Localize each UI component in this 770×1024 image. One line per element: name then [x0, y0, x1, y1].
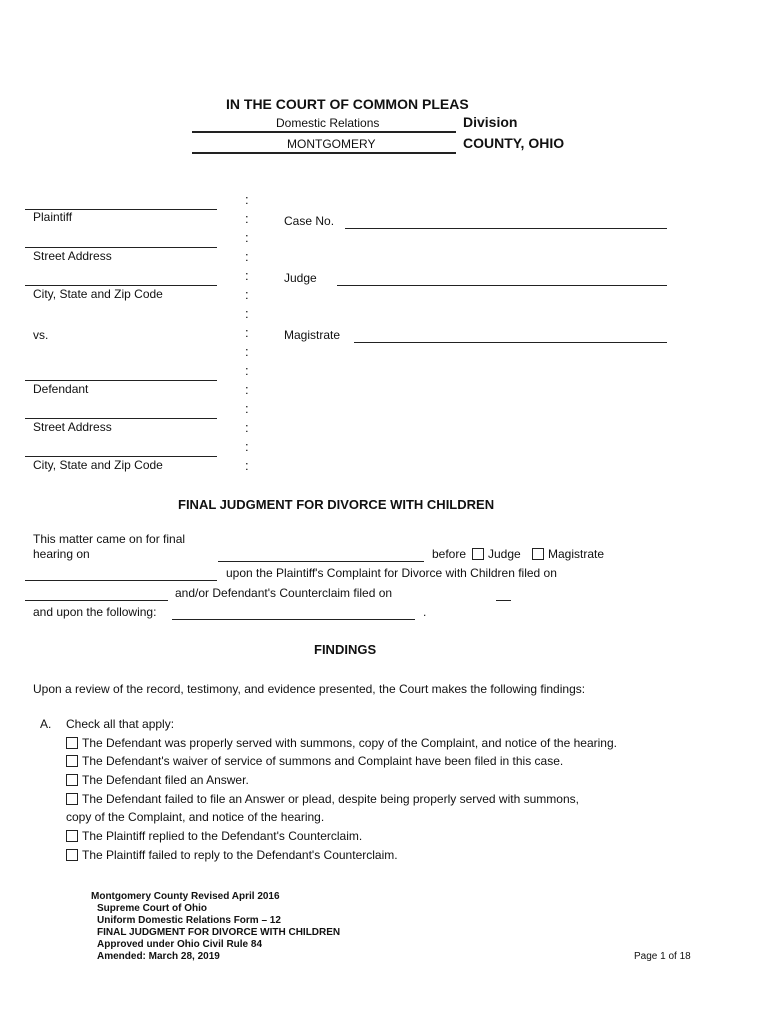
caption-colon: :: [245, 287, 249, 302]
following-period: .: [423, 605, 427, 619]
findings-intro: Upon a review of the record, testimony, and evidence presented, the Court makes the following findings:: [33, 682, 586, 696]
caption-colon: :: [245, 211, 249, 226]
county-label: COUNTY, OHIO: [463, 135, 565, 151]
defendant-city-label: City, State and Zip Code: [33, 458, 163, 472]
finding-checkbox[interactable]: [66, 755, 78, 767]
judge-option-label: Judge: [488, 547, 521, 561]
plaintiff-label: Plaintiff: [33, 210, 73, 224]
finding-option[interactable]: [66, 848, 398, 862]
division-line: [192, 131, 456, 133]
defendant-line[interactable]: [25, 380, 217, 381]
footer-line: Uniform Domestic Relations Form – 12: [97, 915, 281, 926]
caption-colon: :: [245, 363, 249, 378]
finding-option-continued: copy of the Complaint, and notice of the hearing.: [66, 810, 325, 824]
findings-heading: FINDINGS: [314, 642, 377, 657]
case-no-label: Case No.: [284, 214, 335, 228]
section-label: Check all that apply:: [66, 717, 175, 731]
defendant-street-label: Street Address: [33, 420, 112, 434]
following-line[interactable]: [172, 619, 415, 620]
complaint-text: upon the Plaintiff's Complaint for Divorce with Children filed on: [226, 566, 557, 580]
finding-option-label: The Plaintiff replied to the Defendant's Counterclaim.: [82, 829, 363, 843]
county-line: [192, 152, 456, 154]
footer-block: [91, 891, 340, 963]
footer-line: Approved under Ohio Civil Rule 84: [97, 939, 263, 950]
defendant-city-line[interactable]: [25, 456, 217, 457]
magistrate-label: Magistrate: [284, 328, 341, 342]
finding-option[interactable]: [66, 773, 249, 787]
finding-option[interactable]: [66, 736, 617, 750]
section-letter: A.: [40, 717, 52, 731]
division-name: Domestic Relations: [276, 116, 380, 130]
county-name: MONTGOMERY: [287, 137, 376, 151]
plaintiff-city-label: City, State and Zip Code: [33, 287, 163, 301]
before-label: before: [432, 547, 467, 561]
plaintiff-city-line[interactable]: [25, 285, 217, 286]
footer-line: Amended: March 28, 2019: [97, 951, 220, 962]
vs-label: vs.: [33, 328, 49, 342]
hearing-date-line[interactable]: [218, 561, 424, 562]
finding-option-label: The Plaintiff failed to reply to the Defendant's Counterclaim.: [82, 848, 398, 862]
document-title: FINAL JUDGMENT FOR DIVORCE WITH CHILDREN: [178, 497, 495, 512]
finding-checkbox[interactable]: [66, 849, 78, 861]
finding-option-label: The Defendant filed an Answer.: [82, 773, 249, 787]
counterclaim-date-line[interactable]: [496, 600, 511, 601]
caption-colon: :: [245, 344, 249, 359]
footer-line: FINAL JUDGMENT FOR DIVORCE WITH CHILDREN: [97, 927, 341, 938]
finding-option[interactable]: [66, 792, 579, 806]
finding-option[interactable]: [66, 829, 362, 843]
caption-colon: :: [245, 382, 249, 397]
counterclaim-text: and/or Defendant's Counterclaim filed on: [175, 586, 393, 600]
magistrate-checkbox[interactable]: [532, 548, 544, 560]
caption-colon: :: [245, 268, 249, 283]
court-title: IN THE COURT OF COMMON PLEAS: [226, 96, 469, 112]
finding-checkbox[interactable]: [66, 737, 78, 749]
division-label: Division: [463, 114, 518, 130]
finding-option-label: The Defendant was properly served with summons, copy of the Complaint, and notice of the hearing.: [82, 736, 617, 750]
judge-option[interactable]: [472, 547, 521, 561]
caption-colon: :: [245, 325, 249, 340]
footer-line: Supreme Court of Ohio: [97, 903, 207, 914]
caption-colon: :: [245, 401, 249, 416]
finding-checkbox[interactable]: [66, 830, 78, 842]
judge-label: Judge: [284, 271, 317, 285]
hearing-text-1: This matter came on for final: [33, 532, 186, 546]
case-no-line[interactable]: [345, 228, 667, 229]
defendant-label: Defendant: [33, 382, 89, 396]
judge-checkbox[interactable]: [472, 548, 484, 560]
finding-option-label: The Defendant failed to file an Answer or plead, despite being properly served with summons,: [82, 792, 579, 806]
footer-line: Montgomery County Revised April 2016: [91, 891, 280, 902]
page-number: Page 1 of 18: [634, 951, 691, 962]
hearing-text-2: hearing on: [33, 547, 90, 561]
plaintiff-street-label: Street Address: [33, 249, 112, 263]
caption-colon: :: [245, 230, 249, 245]
caption-colon: :: [245, 249, 249, 264]
finding-checkbox[interactable]: [66, 793, 78, 805]
magistrate-option[interactable]: [532, 547, 604, 561]
finding-option-label: The Defendant's waiver of service of summons and Complaint have been filed in this case.: [82, 754, 564, 768]
caption-colon: :: [245, 439, 249, 454]
finding-option[interactable]: [66, 754, 563, 768]
caption-colon: :: [245, 420, 249, 435]
caption-colon: :: [245, 458, 249, 473]
caption-colon: :: [245, 306, 249, 321]
defendant-street-line[interactable]: [25, 418, 217, 419]
finding-checkbox[interactable]: [66, 774, 78, 786]
counterclaim-blank-line[interactable]: [25, 600, 168, 601]
caption-colon: :: [245, 192, 249, 207]
magistrate-option-label: Magistrate: [548, 547, 605, 561]
judge-line[interactable]: [337, 285, 667, 286]
complaint-blank-line[interactable]: [25, 580, 217, 581]
plaintiff-street-line[interactable]: [25, 247, 217, 248]
following-text: and upon the following:: [33, 605, 157, 619]
magistrate-line[interactable]: [354, 342, 667, 343]
